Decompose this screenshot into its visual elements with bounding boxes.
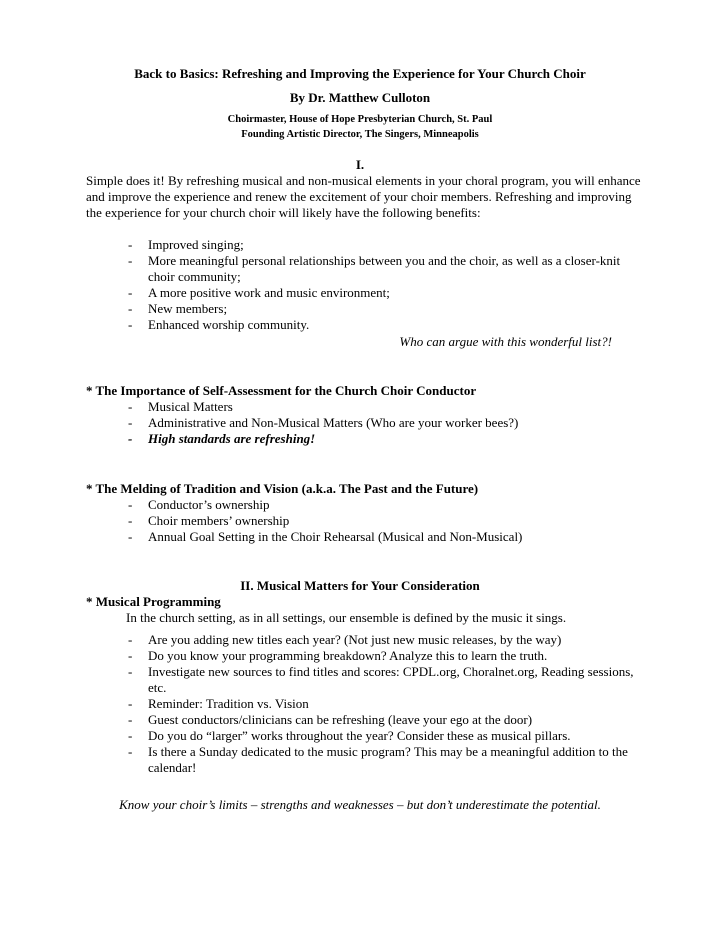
document-title: Back to Basics: Refreshing and Improving the Experience for Your Church Choir	[134, 66, 586, 81]
list-item: - Are you adding new titles each year? (Not just new music releases, by the way)	[126, 632, 646, 648]
list-item: - Musical Matters	[126, 399, 646, 415]
list-item: - Enhanced worship community.	[126, 317, 646, 333]
closing-remark: Know your choir’s limits – strengths and weaknesses – but don’t underestimate the potential.	[119, 797, 601, 812]
section-2-heading: II. Musical Matters for Your Consideration	[240, 578, 480, 593]
list-item: - Reminder: Tradition vs. Vision	[126, 696, 646, 712]
list-item: - Conductor’s ownership	[126, 497, 646, 513]
musical-programming-heading: * Musical Programming	[86, 594, 221, 609]
list-item: - A more positive work and music environment;	[126, 285, 646, 301]
list-item: - Is there a Sunday dedicated to the music program? This may be a meaningful addition to the calendar!	[126, 744, 646, 776]
list-item: - Improved singing;	[126, 237, 646, 253]
tradition-vision-list	[126, 497, 646, 545]
list-item: - Do you do “larger” works throughout the year? Consider these as musical pillars.	[126, 728, 646, 744]
benefits-list	[126, 237, 646, 333]
musical-programming-list	[126, 632, 646, 776]
section-1-numeral: I.	[355, 157, 365, 172]
list-item: - New members;	[126, 301, 646, 317]
section-1-intro: Simple does it! By refreshing musical and non-musical elements in your choral program, you will enhance and improve the experience and renew the excitement of your choir members. Refreshing and improving the experience for your church choir will likely have the following benefits:	[86, 173, 641, 220]
list-item: - Choir members’ ownership	[126, 513, 646, 529]
author-byline: By Dr. Matthew Culloton	[289, 90, 431, 105]
list-item: - Investigate new sources to find titles and scores: CPDL.org, Choralnet.org, Reading sessions, etc.	[126, 664, 646, 696]
tradition-vision-heading: * The Melding of Tradition and Vision (a.k.a. The Past and the Future)	[86, 481, 479, 496]
author-affiliation-2: Founding Artistic Director, The Singers, Minneapolis	[241, 129, 479, 140]
list-item: - Administrative and Non-Musical Matters (Who are your worker bees?)	[126, 415, 646, 431]
benefits-tagline: Who can argue with this wonderful list?!	[399, 334, 612, 349]
list-item: - Guest conductors/clinicians can be refreshing (leave your ego at the door)	[126, 712, 646, 728]
list-item: - More meaningful personal relationships between you and the choir, as well as a closer-knit choir community;	[126, 253, 646, 285]
self-assessment-list	[126, 399, 646, 447]
author-affiliation-1: Choirmaster, House of Hope Presbyterian Church, St. Paul	[227, 114, 493, 125]
musical-programming-intro: In the church setting, as in all settings, our ensemble is defined by the music it sings.	[126, 610, 567, 625]
self-assessment-heading: * The Importance of Self-Assessment for the Church Choir Conductor	[86, 383, 477, 398]
list-item: - Do you know your programming breakdown? Analyze this to learn the truth.	[126, 648, 646, 664]
list-item: - Annual Goal Setting in the Choir Rehearsal (Musical and Non-Musical)	[126, 529, 646, 545]
list-item: - High standards are refreshing!	[126, 431, 646, 447]
